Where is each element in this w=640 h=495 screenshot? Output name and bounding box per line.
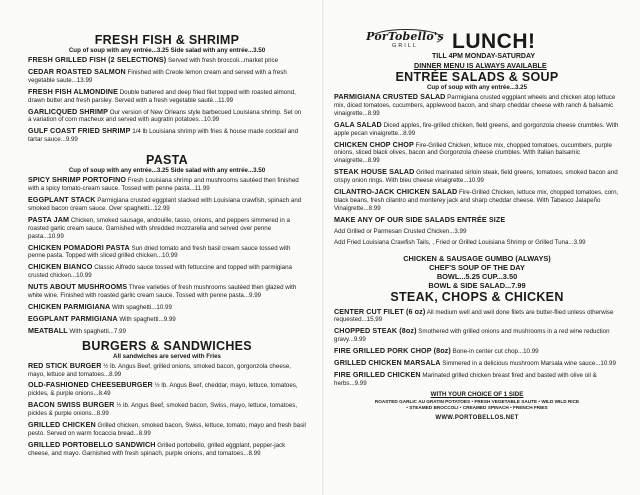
burgers-section-title: BURGERS & SANDWICHES bbox=[82, 338, 252, 353]
menu-item-name: CILANTRO-JACK CHICKEN SALAD bbox=[334, 187, 458, 197]
lunch-header bbox=[334, 30, 620, 70]
menu-item-name: BACON SWISS BURGER bbox=[28, 400, 115, 410]
menu-item-name: CENTER CUT FILET (6 oz) bbox=[334, 306, 426, 316]
menu-item bbox=[334, 141, 620, 166]
menu-item-name: EGGPLANT PARMIGIANA bbox=[28, 313, 118, 323]
menu-item bbox=[28, 303, 306, 312]
menu-item-description: Smothered with grilled onions and mushrooms in a red wine reduction gravy...9.99 bbox=[334, 328, 610, 344]
menu-item bbox=[334, 188, 620, 213]
menu-item-description: Three varieties of fresh mushrooms sautéed then glazed with white wine. Finished with roasted garlic cream sauce. Tossed with penne pasta...9.99 bbox=[28, 284, 297, 300]
menu-item-description: All medium well and well done filets are butter-flied unless otherwise requested...15.99 bbox=[334, 308, 614, 324]
menu-item-name: SPICY SHRIMP PORTOFINO bbox=[28, 175, 127, 185]
lunch-title: LUNCH! bbox=[452, 30, 536, 53]
salads-items bbox=[334, 93, 620, 247]
menu-item-description: ½ lb. Angus Beef, grilled onions, smoked bacon, gorgonzola cheese, mayo, lettuce and tomatoes...8.99 bbox=[28, 362, 292, 378]
menu-item-description: Double battered and deep fried filet topped with roasted almond, drawn butter and fresh parsley. Served with a fresh vegetable sauté...11.99 bbox=[28, 88, 296, 104]
sides-list-2: • STEAMED BROCCOLI • CREAMED SPINACH • FRENCH FRIES bbox=[406, 405, 548, 411]
menu-item bbox=[334, 347, 620, 356]
menu-item-description: Simmered in a delicious mushroom Marsala wine sauce...10.99 bbox=[440, 360, 616, 368]
menu-item bbox=[334, 216, 620, 225]
menu-item-name: GARLICQUED SHRIMP bbox=[28, 106, 108, 116]
menu-item bbox=[28, 196, 306, 213]
menu-item bbox=[28, 441, 306, 458]
right-column bbox=[328, 0, 640, 421]
menu-item bbox=[334, 93, 620, 118]
menu-item-description: Marinated grilled chicken breast fired and basted with olive oil & herbs...9.99 bbox=[334, 371, 597, 387]
menu-item-name: FRESH FISH ALMONDINE bbox=[28, 86, 118, 96]
menu-item-name: CHICKEN CHOP CHOP bbox=[334, 139, 414, 149]
soup-of-day-line: CHEF'S SOUP OF THE DAY bbox=[429, 262, 525, 272]
menu-item-description: Add Grilled or Parmesan Crusted Chicken...3.99 bbox=[334, 227, 467, 235]
menu-item-description: ½ lb. Angus Beef, cheddar, mayo, lettuce, tomatoes, pickles, & purple onions...8.49 bbox=[28, 382, 298, 398]
salads-section-title: ENTRÉE SALADS & SOUP bbox=[395, 70, 559, 84]
fish-section-title: FRESH FISH & SHRIMP bbox=[94, 33, 240, 47]
menu-item-description: Bone-in center cut chop...10.99 bbox=[450, 348, 539, 356]
menu-item-description: Fire-Grilled Chicken, lettuce mix, chopped tomatoes, corn, black beans, fresh cilantro and monterey jack and sharp cheddar cheese. With Tabasco Jalapeño Vinaigrette...8.99 bbox=[334, 189, 619, 212]
menu-item bbox=[28, 244, 306, 261]
menu-item bbox=[334, 327, 620, 344]
side-choice-heading: WITH YOUR CHOICE OF 1 SIDE bbox=[430, 390, 524, 398]
menu-item bbox=[28, 283, 306, 300]
menu-item-description: Served with fresh broccoli...market price bbox=[166, 57, 279, 64]
menu-item bbox=[28, 176, 306, 193]
menu-item bbox=[28, 216, 306, 241]
menu-item-name: STEAK HOUSE SALAD bbox=[334, 167, 415, 177]
menu-item-name: FIRE GRILLED PORK CHOP (8oz) bbox=[334, 346, 451, 356]
menu-item-name: PARMIGIANA CRUSTED SALAD bbox=[334, 92, 446, 101]
menu-item-name: PASTA JAM bbox=[28, 214, 70, 224]
menu-item-name: OLD-FASHIONED CHEESEBURGER bbox=[28, 380, 153, 390]
pasta-section-subtitle: Cup of soup with any entrée...3.25 Side salad with any entrée...3.50 bbox=[68, 167, 266, 175]
menu-item bbox=[28, 421, 306, 438]
menu-item bbox=[334, 308, 620, 325]
menu-item-name: CHICKEN BIANCO bbox=[28, 262, 93, 272]
menu-item bbox=[28, 362, 306, 379]
menu-item-description: 1/4 lb Louisiana shrimp with fries & house made cocktail and tartar sauce...9.99 bbox=[28, 128, 299, 144]
menu-item bbox=[28, 315, 306, 324]
fish-section-subtitle: Cup of soup with any entrée...3.25 Side salad with any entrée...3.50 bbox=[68, 47, 266, 54]
menu-item-name: MEATBALL bbox=[28, 325, 68, 335]
steak-section-title: STEAK, CHOPS & CHICKEN bbox=[390, 289, 564, 304]
menu-item-description: Grilled portobello, grilled eggplant, pepper-jack cheese, and mayo. Garnished with fresh spinach, purple onions, and tomatoes...8.99 bbox=[28, 441, 286, 457]
logo-arc bbox=[370, 29, 442, 47]
menu-item bbox=[28, 56, 306, 65]
website-url: WWW.PORTOBELLOS.NET bbox=[435, 414, 519, 421]
pasta-items bbox=[28, 176, 306, 336]
menu-item-description: Classic Alfredo sauce tossed with fettuccine and topped with parmigiana crusted chicken...10.99 bbox=[28, 264, 292, 280]
menu-item-description: Parmigiana crusted eggplant wheels and chicken atop lettuce mix, diced tomatoes, cucumbers, applewood bacon, and sharp cheddar cheese with ranch & balsamic vinaigrette...8.99 bbox=[334, 94, 616, 117]
dinner-notice: DINNER MENU IS ALWAYS AVAILABLE bbox=[414, 61, 547, 70]
menu-item-description: Finished with Creole lemon cream and served with a fresh vegetable saute...13.99 bbox=[28, 68, 287, 84]
fish-items bbox=[28, 56, 306, 144]
menu-item bbox=[28, 68, 306, 85]
burgers-items bbox=[28, 362, 306, 458]
lunch-hours: TILL 4PM MONDAY-SATURDAY bbox=[432, 53, 536, 60]
page-fold bbox=[322, 0, 324, 495]
menu-item bbox=[28, 88, 306, 105]
menu-item bbox=[28, 381, 306, 398]
menu-item-name: NUTS ABOUT MUSHROOMS bbox=[28, 282, 128, 292]
menu-item-name: GRILLED CHICKEN bbox=[28, 420, 96, 430]
menu-item-description: Diced apples, fire-grilled chicken, field greens, and gorgonzola cheese crumbles. With apple pecan vinaigrette...8.99 bbox=[334, 121, 619, 137]
menu-item bbox=[28, 401, 306, 418]
menu-item-name: MAKE ANY OF OUR SIDE SALADS ENTRÉE SIZE bbox=[334, 214, 506, 224]
sides-list-1: ROASTED GARLIC AU GRATIN POTATOES • FRESH VEGETABLE SAUTE • WILD WILD RICE bbox=[374, 398, 580, 404]
pasta-section-title: PASTA bbox=[145, 153, 188, 168]
logo-grill-text: GRILL bbox=[392, 43, 418, 49]
logo-script-text: PorTobello's bbox=[366, 30, 444, 43]
menu-item-name: GULF COAST FRIED SHRIMP bbox=[28, 126, 131, 136]
menu-item-name: CHICKEN PARMIGIANA bbox=[28, 301, 111, 311]
menu-item bbox=[28, 263, 306, 280]
soup-price-line: BOWL...5.25 CUP...3.50 bbox=[436, 271, 518, 281]
left-column bbox=[0, 0, 320, 461]
menu-item bbox=[28, 327, 306, 336]
menu-item bbox=[28, 108, 306, 125]
menu-item-description: Add Fried Louisiana Crawfish Tails, , Fried or Grilled Louisiana Shrimp or Grilled Tuna...3.99 bbox=[334, 238, 586, 246]
menu-item bbox=[28, 127, 306, 144]
menu-item-description: Our version of New Orleans style barbecued Louisiana shrimp. Set on a variation of corn macheux and served with augratin potatoes...10.99 bbox=[28, 108, 302, 124]
menu-item-description: Fire-Grilled Chicken, lettuce mix, chopped tomatoes, cucumbers, purple onions, sliced black olives, bacon and Gorgonzola cheese crumbles. With Italian balsamic vinaigrette...8.99 bbox=[334, 141, 612, 165]
menu-item bbox=[334, 168, 620, 185]
menu-item-description: Fresh Louisiana shrimp and mushrooms sautéed then finished with a spicy tomato-cream sauce. Tossed with penne pasta...11.99 bbox=[28, 177, 299, 193]
menu-item-description: ½ lb. Angus Beef, smoked bacon, Swiss, mayo, lettuce, tomatoes, pickles & purple onions...8.99 bbox=[28, 402, 298, 418]
menu-item-description: With spaghetti...7.99 bbox=[67, 327, 126, 335]
menu-item-description: Sun dried tomato and fresh basil cream sauce tossed with penne pasta. Topped with sliced grilled chicken...10.99 bbox=[28, 244, 291, 260]
menu-item-description: With spaghetti...9.99 bbox=[117, 315, 176, 323]
menu-item-description: With spaghetti...10.99 bbox=[110, 303, 172, 311]
menu-item bbox=[334, 359, 620, 368]
menu-item bbox=[334, 371, 620, 388]
salads-section-subtitle: Cup of soup with any entrée...3.25 bbox=[426, 84, 528, 91]
menu-item-name: EGGPLANT STACK bbox=[28, 194, 96, 204]
gumbo-line: CHICKEN & SAUSAGE GUMBO (ALWAYS) bbox=[403, 253, 551, 263]
menu-item-name: GRILLED CHICKEN MARSALA bbox=[334, 358, 441, 368]
menu-item-name: GRILLED PORTOBELLO SANDWICH bbox=[28, 439, 156, 449]
menu-item-name: CHICKEN POMADORI PASTA bbox=[28, 242, 130, 252]
menu-item-name: RED STICK BURGER bbox=[28, 360, 102, 370]
menu-item bbox=[334, 121, 620, 138]
menu-item-description: Grilled marinated sirloin steak, field greens, tomatoes, smoked bacon and crispy onion rings. With bleu cheese vinaigrette...10.99 bbox=[334, 169, 618, 185]
menu-item bbox=[334, 239, 620, 247]
menu-item-name: GALA SALAD bbox=[334, 119, 382, 129]
menu-item bbox=[334, 228, 620, 236]
soup-salad-combo-line: BOWL & SIDE SALAD...7.99 bbox=[428, 280, 526, 290]
menu-item-name: CHOPPED STEAK (8oz) bbox=[334, 326, 417, 336]
menu-item-name: FRESH GRILLED FISH (2 SELECTIONS) bbox=[28, 55, 167, 64]
menu-item-name: CEDAR ROASTED SALMON bbox=[28, 66, 126, 76]
menu-item-description: Parmigiana crusted eggplant stacked with Louisiana crawfish, spinach and smoked bacon cream sauce. Over spaghetti...12.99 bbox=[28, 196, 302, 212]
menu-item-description: Grilled chicken, smoked bacon, Swiss, lettuce, tomato, mayo and fresh basil pesto. Served on warm focaccia bread...8.99 bbox=[28, 422, 306, 437]
steak-items bbox=[334, 308, 620, 388]
menu-item-description: Chicken, smoked sausage, andouille, tasso, onions, and peppers simmered in a roasted garlic cream sauce. Garnished with shredded mozzarella and served over penne pasta...10.99 bbox=[28, 216, 290, 240]
menu-item-name: FIRE GRILLED CHICKEN bbox=[334, 369, 421, 379]
burgers-section-subtitle: All sandwiches are served with Fries bbox=[113, 352, 221, 360]
